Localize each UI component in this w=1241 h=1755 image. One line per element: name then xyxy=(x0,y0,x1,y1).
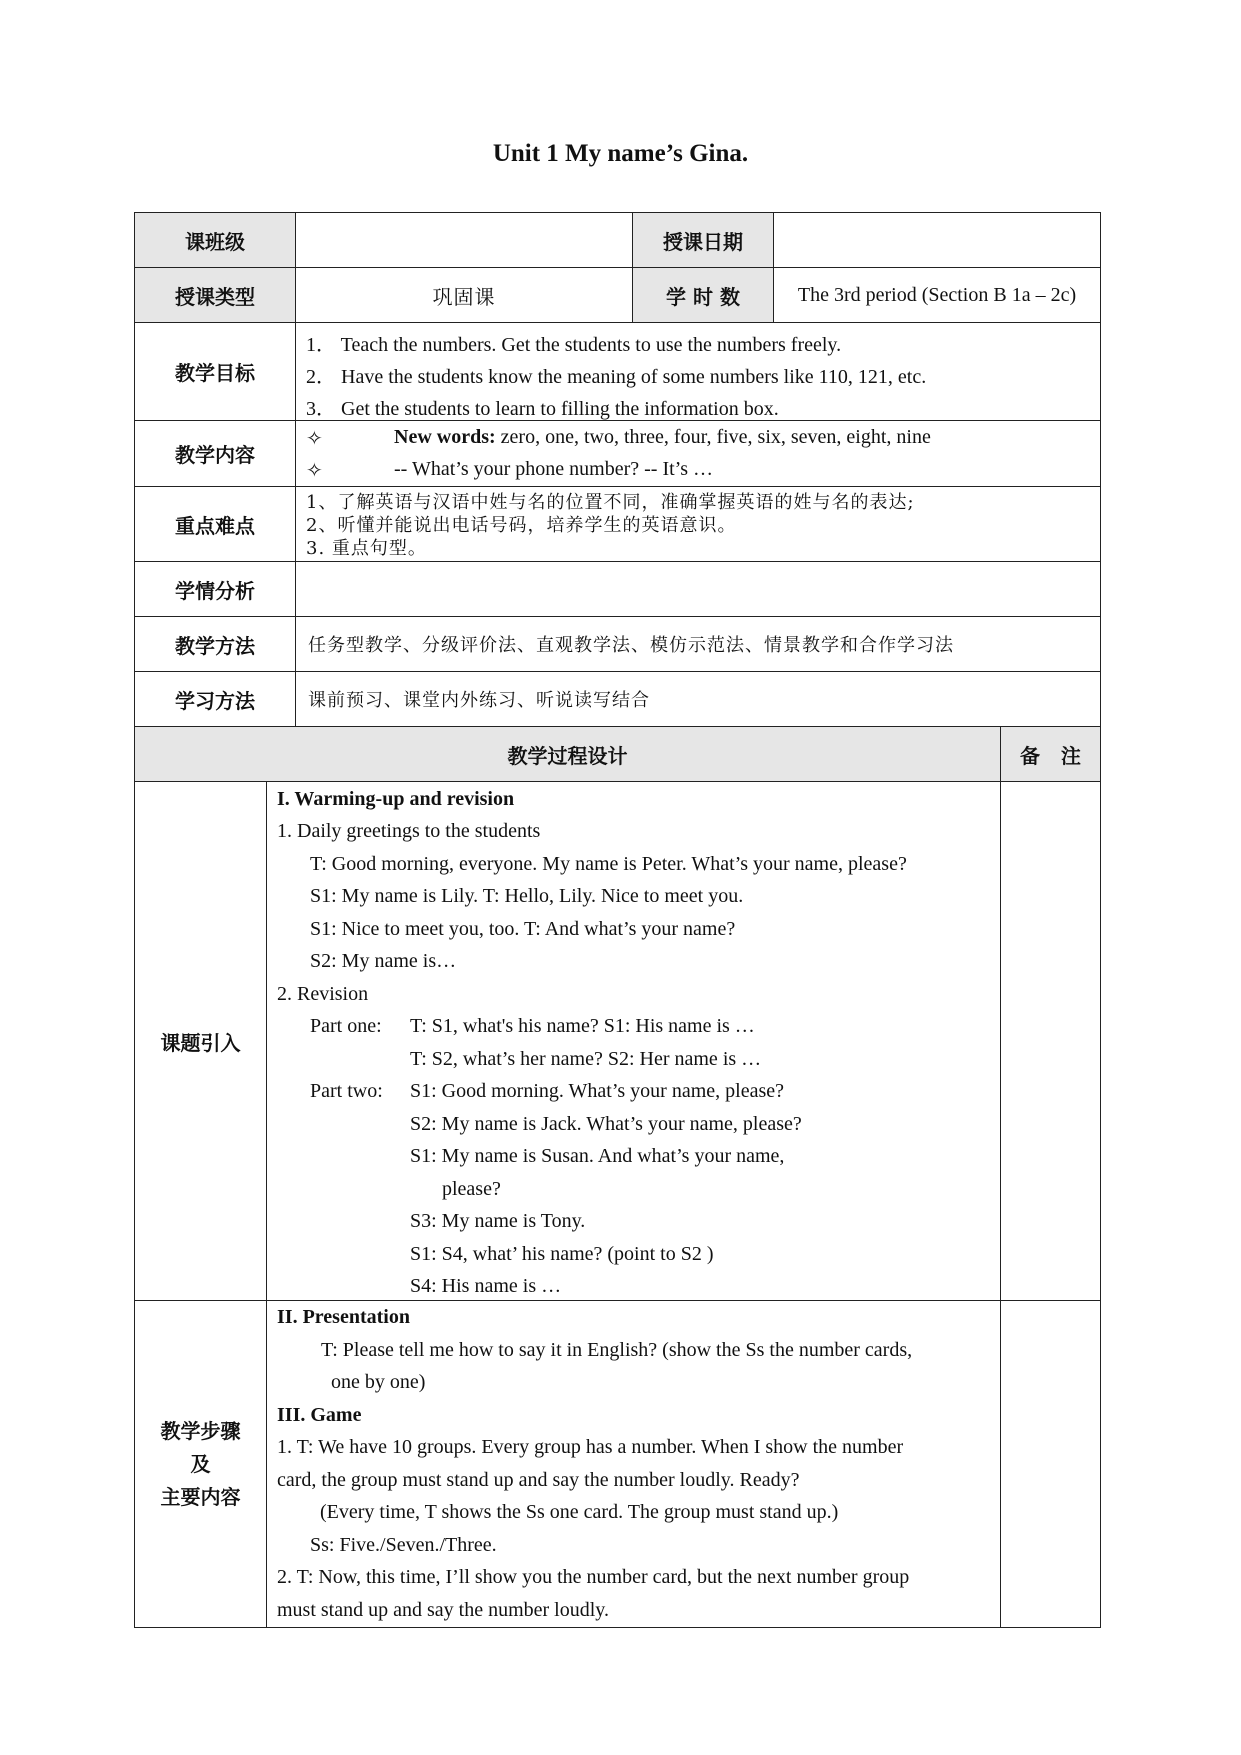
intro-line: 2. Revision xyxy=(277,983,369,1005)
new-words-list: zero, one, two, three, four, five, six, seven, eight, nine xyxy=(495,426,931,448)
date-label: 授课日期 xyxy=(632,212,774,268)
intro-line: S3: My name is Tony. xyxy=(410,1210,586,1232)
type-label: 授课类型 xyxy=(134,267,296,323)
intro-line: please? xyxy=(442,1178,501,1200)
presentation-heading: II. Presentation xyxy=(277,1306,410,1328)
intro-line: T: S2, what’s her name? S2: Her name is … xyxy=(410,1048,762,1070)
steps-line: 2. T: Now, this time, I’ll show you the number card, but the next number group xyxy=(277,1566,910,1588)
key-points-label: 重点难点 xyxy=(134,486,296,562)
intro-line: Part one: xyxy=(310,1015,382,1037)
intro-content xyxy=(266,781,1001,1301)
steps-line: card, the group must stand up and say the number loudly. Ready? xyxy=(277,1469,800,1491)
intro-line: S4: His name is … xyxy=(410,1275,562,1297)
intro-line: T: Good morning, everyone. My name is Peter. What’s your name, please? xyxy=(310,853,907,875)
intro-line: S1: S4, what’ his name? (point to S2 ) xyxy=(410,1243,714,1265)
steps-notes xyxy=(1000,1300,1101,1628)
class-value xyxy=(295,212,633,268)
steps-label-line: 主要内容 xyxy=(160,1484,241,1509)
steps-label xyxy=(134,1300,267,1628)
steps-line: one by one) xyxy=(331,1371,426,1393)
content-line: -- What’s your phone number? -- It’s … xyxy=(394,458,713,480)
bullet-icon: ✧ xyxy=(306,428,323,450)
steps-label-line: 及 xyxy=(190,1451,211,1476)
steps-line: must stand up and say the number loudly. xyxy=(277,1599,609,1621)
intro-heading: I. Warming-up and revision xyxy=(277,788,515,810)
intro-notes xyxy=(1000,781,1101,1301)
steps-content xyxy=(266,1300,1001,1628)
intro-line: S2: My name is… xyxy=(310,950,457,972)
steps-line: (Every time, T shows the Ss one card. The group must stand up.) xyxy=(320,1501,839,1523)
period-value: The 3rd period (Section B 1a – 2c) xyxy=(773,267,1101,323)
content-label: 教学内容 xyxy=(134,420,296,487)
intro-line: S1: Nice to meet you, too. T: And what’s your name? xyxy=(310,918,736,940)
objectives-label: 教学目标 xyxy=(134,322,296,421)
game-heading: III. Game xyxy=(277,1404,362,1426)
steps-line: Ss: Five./Seven./Three. xyxy=(310,1534,497,1556)
key-point-item: 3. 重点句型。 xyxy=(306,538,427,559)
document-title: Unit 1 My name’s Gina. xyxy=(492,140,749,167)
objective-item: 1． Teach the numbers. Get the students to use the numbers freely. xyxy=(306,334,842,356)
objective-item: 3． Get the students to learn to filling the information box. xyxy=(306,398,779,420)
period-label: 学 时 数 xyxy=(632,267,774,323)
key-points-cell xyxy=(295,486,1101,562)
key-point-item: 2、听懂并能说出电话号码，培养学生的英语意识。 xyxy=(306,515,737,536)
intro-line: S1: Good morning. What’s your name, please? xyxy=(410,1080,785,1102)
type-value: 巩固课 xyxy=(295,267,633,323)
content-line xyxy=(394,426,931,449)
new-words-label: New words: xyxy=(394,426,496,448)
steps-line: 1. T: We have 10 groups. Every group has a number. When I show the number xyxy=(277,1436,904,1458)
intro-line: T: S1, what's his name? S1: His name is … xyxy=(410,1015,755,1037)
process-header: 教学过程设计 xyxy=(134,726,1001,782)
objectives-cell xyxy=(295,322,1101,421)
steps-line: T: Please tell me how to say it in English? (show the Ss the number cards, xyxy=(321,1339,913,1361)
intro-line: S1: My name is Susan. And what’s your name, xyxy=(410,1145,785,1167)
bullet-icon: ✧ xyxy=(306,460,323,482)
intro-line: 1. Daily greetings to the students xyxy=(277,820,541,842)
objective-item: 2． Have the students know the meaning of some numbers like 110, 121, etc. xyxy=(306,366,927,388)
key-point-item: 1、了解英语与汉语中姓与名的位置不同，准确掌握英语的姓与名的表达; xyxy=(306,492,915,513)
intro-line: S2: My name is Jack. What’s your name, please? xyxy=(410,1113,802,1135)
date-value xyxy=(773,212,1101,268)
analysis-value xyxy=(295,561,1101,617)
analysis-label: 学情分析 xyxy=(134,561,296,617)
intro-line: Part two: xyxy=(310,1080,383,1102)
steps-label-line: 教学步骤 xyxy=(160,1418,241,1443)
teaching-method-label: 教学方法 xyxy=(134,616,296,672)
class-label: 课班级 xyxy=(134,212,296,268)
learning-method-label: 学习方法 xyxy=(134,671,296,727)
intro-label: 课题引入 xyxy=(134,781,267,1301)
notes-header: 备 注 xyxy=(1000,726,1101,782)
content-cell xyxy=(295,420,1101,487)
teaching-method-value: 任务型教学、分级评价法、直观教学法、模仿示范法、情景教学和合作学习法 xyxy=(295,616,1101,672)
intro-line: S1: My name is Lily. T: Hello, Lily. Nice to meet you. xyxy=(310,885,744,907)
learning-method-value: 课前预习、课堂内外练习、听说读写结合 xyxy=(295,671,1101,727)
